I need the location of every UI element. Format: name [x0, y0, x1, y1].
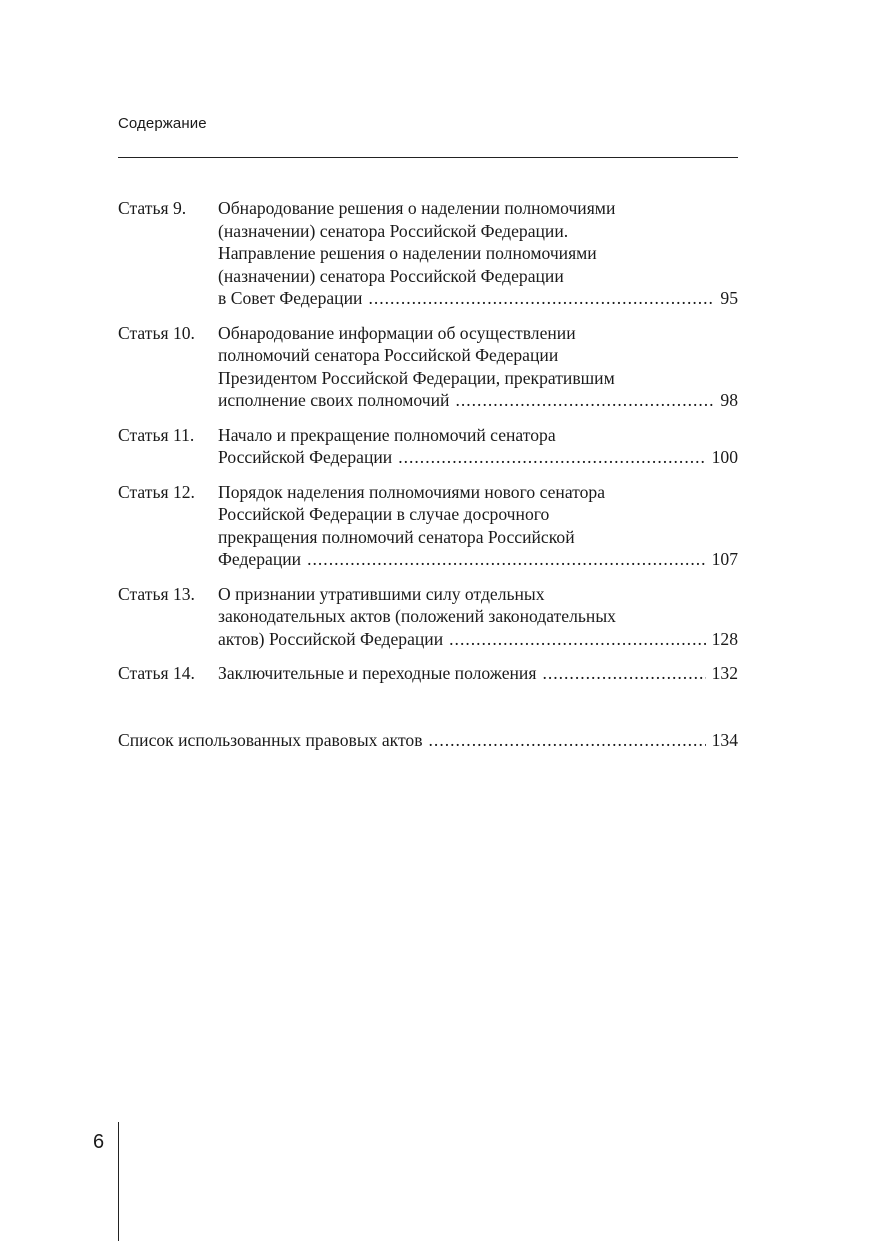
toc-entry-line: Порядок наделения полномочиями нового сенатора: [218, 481, 606, 502]
toc-entry-body: [218, 662, 738, 685]
toc-entry-number: Статья 10.: [118, 322, 195, 343]
toc-page-number[interactable]: 128: [711, 628, 738, 649]
toc-entry-number: Статья 11.: [118, 424, 195, 445]
toc-entry-line: Президентом Российской Федерации, прекратившим: [218, 367, 615, 388]
toc-entry-last-line: [218, 548, 738, 571]
toc-entry-last-line: [218, 628, 738, 651]
toc-entry-body: [218, 197, 738, 310]
toc-entry-line: Направление решения о наделении полномочиями: [218, 243, 597, 263]
dot-leader: [398, 446, 705, 469]
toc-entry-last-line: [218, 287, 738, 310]
toc-entry-body: [218, 424, 738, 469]
toc-entry-body: [218, 583, 738, 651]
toc-entry-last-line: [218, 446, 738, 469]
page-number: 6: [93, 1131, 105, 1153]
toc-entry-line: (назначении) сенатора Российской Федерации: [218, 265, 564, 286]
dot-leader: [429, 729, 706, 752]
toc-entry-number: Статья 13.: [118, 583, 195, 604]
toc-page-number[interactable]: 132: [711, 663, 738, 683]
toc-entry-last-line: [218, 389, 738, 412]
toc-entry-body: [218, 481, 738, 571]
toc-entry-number: Статья 9.: [118, 198, 187, 218]
margin-rule: [118, 1122, 119, 1241]
toc-page-number[interactable]: 107: [711, 549, 738, 569]
header-divider: [118, 157, 738, 158]
toc-page-number[interactable]: 100: [711, 447, 738, 467]
toc-entry-line: (назначении) сенатора Российской Федерации.: [218, 220, 569, 241]
toc-entry-line: Обнародование решения о наделении полномочиями: [218, 198, 616, 218]
toc-entry-line: Заключительные и переходные положения: [218, 663, 537, 683]
toc-entry-article-13[interactable]: [118, 583, 738, 651]
toc-entry-article-14[interactable]: [118, 662, 738, 685]
toc-page-number[interactable]: 98: [720, 390, 738, 410]
toc-entry-line: О признании утратившими силу отдельных: [218, 583, 545, 604]
toc-entry-line: прекращения полномочий сенатора Российской: [218, 526, 575, 547]
toc-entry-article-12[interactable]: [118, 481, 738, 571]
toc-entry-references[interactable]: [118, 729, 738, 752]
toc-entry-article-9[interactable]: [118, 197, 738, 310]
toc-entry-line: Начало и прекращение полномочий сенатора: [218, 424, 556, 445]
toc-entry-line: Российской Федерации в случае досрочного: [218, 504, 550, 524]
toc-entry-line: Федерации: [218, 549, 302, 569]
toc-entry-line: Российской Федерации: [218, 447, 393, 467]
dot-leader: [449, 628, 705, 651]
toc-entry-number: Статья 12.: [118, 481, 195, 502]
references-title: Список использованных правовых актов: [118, 730, 423, 750]
dot-leader: [368, 287, 714, 310]
dot-leader: [307, 548, 706, 571]
toc-entry-line: законодательных актов (положений законодательных: [218, 606, 616, 626]
toc-page-number[interactable]: 95: [720, 288, 738, 308]
toc-page-number[interactable]: 134: [711, 730, 738, 750]
toc-entry-body: [218, 322, 738, 412]
toc-entry-number: Статья 14.: [118, 663, 195, 683]
toc-entry-article-11[interactable]: [118, 424, 738, 469]
toc-entry-line: Обнародование информации об осуществлении: [218, 322, 576, 343]
dot-leader: [542, 662, 705, 685]
toc-entry-line: актов) Российской Федерации: [218, 628, 444, 649]
toc-entry-last-line: [218, 662, 738, 685]
toc-entry-article-10[interactable]: [118, 322, 738, 412]
toc-entry-line: полномочий сенатора Российской Федерации: [218, 345, 559, 365]
toc-entry-last-line: [118, 729, 738, 752]
toc-entry-line: исполнение своих полномочий: [218, 390, 450, 410]
toc-entry-line: в Совет Федерации: [218, 288, 363, 308]
running-header: Содержание: [118, 115, 207, 132]
table-of-contents: [118, 197, 738, 697]
dot-leader: [455, 389, 714, 412]
